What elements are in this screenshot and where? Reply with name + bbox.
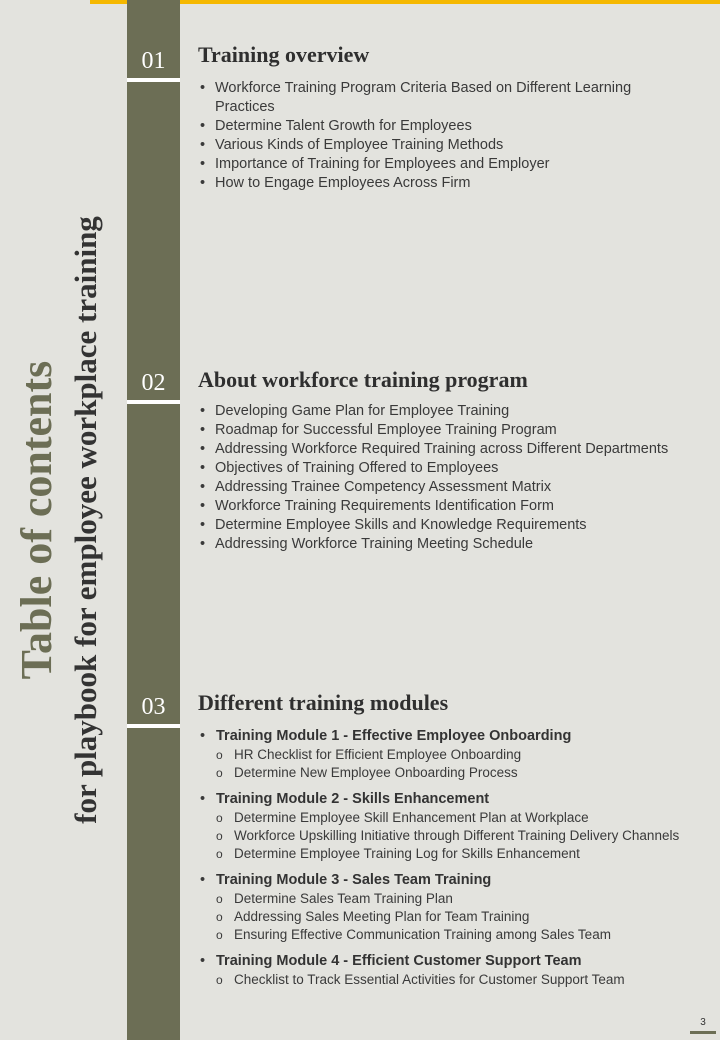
module-title: • Training Module 4 - Efficient Customer Support Team bbox=[216, 953, 582, 969]
list-item: • Importance of Training for Employees and Employer bbox=[198, 155, 678, 174]
sub-item: o Workforce Upskilling Initiative through Different Training Delivery Channels bbox=[216, 827, 688, 845]
list-item: • Determine Employee Skills and Knowledge Requirements bbox=[198, 516, 678, 535]
module-sublist bbox=[216, 746, 688, 782]
module-title: • Training Module 3 - Sales Team Training bbox=[216, 872, 492, 888]
sub-item: o HR Checklist for Efficient Employee Onboarding bbox=[216, 746, 688, 764]
list-item: • Addressing Trainee Competency Assessment Matrix bbox=[198, 478, 678, 497]
section-title-training-modules: Different training modules bbox=[198, 690, 449, 715]
section-rail bbox=[127, 0, 180, 1040]
module-sublist bbox=[216, 890, 688, 944]
module-title: • Training Module 1 - Effective Employee Onboarding bbox=[216, 728, 572, 744]
sub-item: o Checklist to Track Essential Activities for Customer Support Team bbox=[216, 971, 688, 989]
list-item: • Developing Game Plan for Employee Training bbox=[198, 402, 678, 421]
module-sublist bbox=[216, 971, 688, 989]
section-02-list bbox=[198, 402, 678, 554]
module-item bbox=[198, 952, 688, 989]
section-title-training-overview: Training overview bbox=[198, 42, 370, 67]
list-item: • Roadmap for Successful Employee Training Program bbox=[198, 421, 678, 440]
list-item: • Various Kinds of Employee Training Methods bbox=[198, 136, 678, 155]
sub-item: o Determine Sales Team Training Plan bbox=[216, 890, 688, 908]
list-item: • Determine Talent Growth for Employees bbox=[198, 117, 678, 136]
sub-item: o Addressing Sales Meeting Plan for Team Training bbox=[216, 908, 688, 926]
top-accent-bar bbox=[90, 0, 720, 4]
module-item bbox=[198, 790, 688, 863]
side-title-main: Table of contents bbox=[12, 360, 61, 680]
list-item: • Workforce Training Requirements Identification Form bbox=[198, 497, 678, 516]
list-item: • How to Engage Employees Across Firm bbox=[198, 174, 678, 193]
module-title: • Training Module 2 - Skills Enhancement bbox=[216, 791, 490, 807]
section-01-list bbox=[198, 79, 678, 193]
section-03-modules bbox=[198, 727, 688, 997]
module-item bbox=[198, 727, 688, 782]
section-number-03: 03 bbox=[127, 690, 180, 728]
module-item bbox=[198, 871, 688, 944]
list-item: • Workforce Training Program Criteria Based on Different Learning Practices bbox=[198, 79, 678, 117]
list-item: • Addressing Workforce Required Training across Different Departments bbox=[198, 440, 678, 459]
sub-item: o Ensuring Effective Communication Training among Sales Team bbox=[216, 926, 688, 944]
section-number-01: 01 bbox=[127, 44, 180, 82]
module-sublist bbox=[216, 809, 688, 863]
page-number: 3 bbox=[690, 1015, 716, 1034]
section-title-about-program: About workforce training program bbox=[198, 367, 528, 392]
side-title bbox=[0, 0, 120, 1040]
list-item: • Addressing Workforce Training Meeting Schedule bbox=[198, 535, 678, 554]
list-item: • Objectives of Training Offered to Employees bbox=[198, 459, 678, 478]
sub-item: o Determine Employee Training Log for Skills Enhancement bbox=[216, 845, 688, 863]
sub-item: o Determine Employee Skill Enhancement Plan at Workplace bbox=[216, 809, 688, 827]
side-title-sub: for playbook for employee workplace training bbox=[68, 216, 103, 824]
section-number-02: 02 bbox=[127, 366, 180, 404]
sub-item: o Determine New Employee Onboarding Process bbox=[216, 764, 688, 782]
